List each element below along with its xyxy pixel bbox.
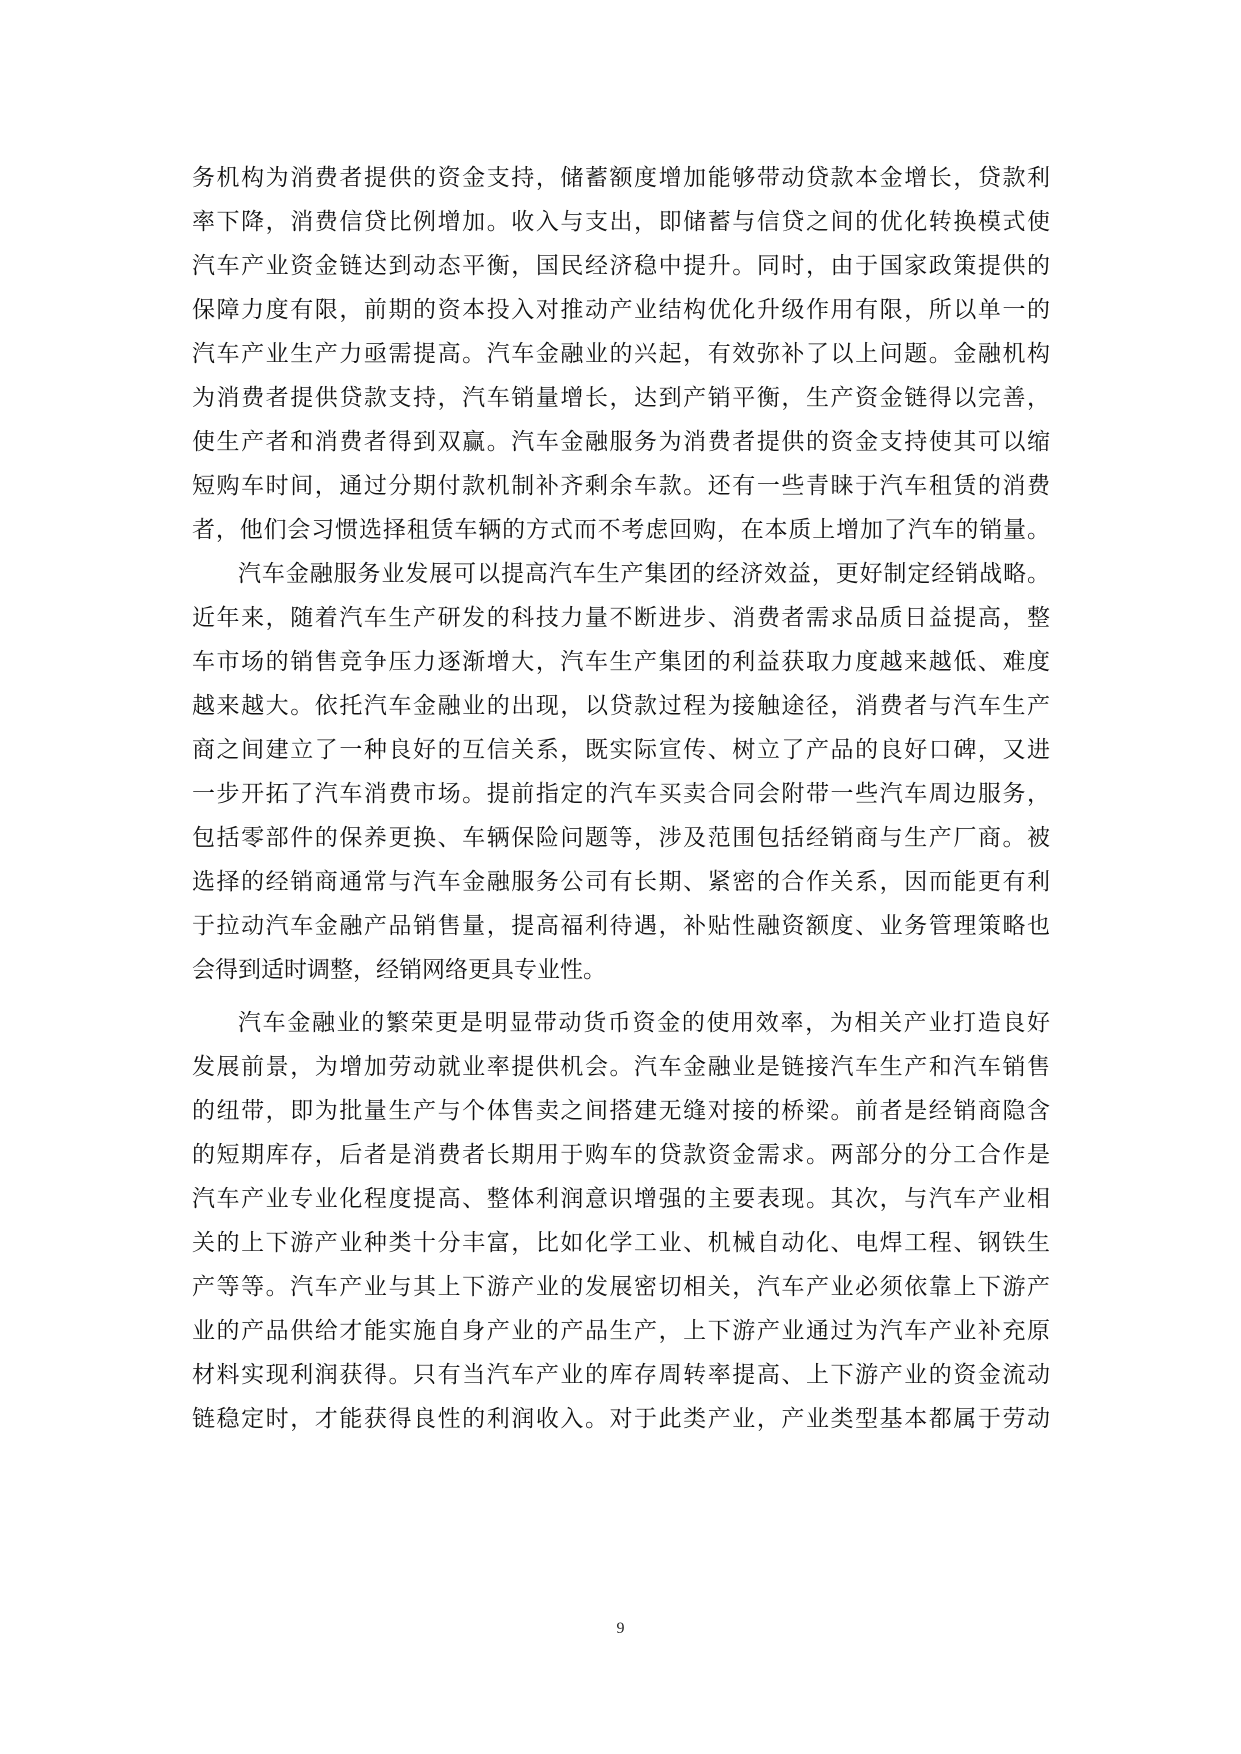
- text-line: 近年来，随着汽车生产研发的科技力量不断进步、消费者需求品质日益提高，整: [192, 605, 1050, 631]
- text-line: 一步开拓了汽车消费市场。提前指定的汽车买卖合同会附带一些汽车周边服务，: [192, 781, 1050, 807]
- text-line: 汽车产业生产力亟需提高。汽车金融业的兴起，有效弥补了以上问题。金融机构: [192, 341, 1050, 367]
- paragraph-gap: [192, 992, 1050, 1001]
- text-line: 汽车产业资金链达到动态平衡，国民经济稳中提升。同时，由于国家政策提供的: [192, 253, 1050, 279]
- text-line: 车市场的销售竞争压力逐渐增大，汽车生产集团的利益获取力度越来越低、难度: [192, 649, 1050, 675]
- text-line: 越来越大。依托汽车金融业的出现，以贷款过程为接触途径，消费者与汽车生产: [192, 693, 1050, 719]
- text-line: 商之间建立了一种良好的互信关系，既实际宣传、树立了产品的良好口碑，又进: [192, 737, 1050, 763]
- text-line: 产等等。汽车产业与其上下游产业的发展密切相关，汽车产业必须依靠上下游产: [192, 1274, 1050, 1300]
- text-line: 关的上下游产业种类十分丰富，比如化学工业、机械自动化、电焊工程、钢铁生: [192, 1230, 1050, 1256]
- text-line: 材料实现利润获得。只有当汽车产业的库存周转率提高、上下游产业的资金流动: [192, 1362, 1050, 1388]
- text-line: 于拉动汽车金融产品销售量，提高福利待遇，补贴性融资额度、业务管理策略也: [192, 913, 1050, 939]
- paragraph-3: [192, 1001, 1050, 1441]
- text-line: 汽车金融业的繁荣更是明显带动货币资金的使用效率，为相关产业打造良好: [238, 1010, 1050, 1036]
- text-line: 发展前景，为增加劳动就业率提供机会。汽车金融业是链接汽车生产和汽车销售: [192, 1054, 1050, 1080]
- paragraph-1: [192, 156, 1050, 552]
- text-line: 会得到适时调整，经销网络更具专业性。: [192, 957, 606, 983]
- text-line: 链稳定时，才能获得良性的利润收入。对于此类产业，产业类型基本都属于劳动: [192, 1406, 1050, 1432]
- page-number: 9: [616, 1620, 625, 1637]
- text-line: 务机构为消费者提供的资金支持，储蓄额度增加能够带动贷款本金增长，贷款利: [192, 165, 1050, 191]
- document-body: [192, 156, 1050, 1441]
- text-line: 包括零部件的保养更换、车辆保险问题等，涉及范围包括经销商与生产厂商。被: [192, 825, 1050, 851]
- text-line: 保障力度有限，前期的资本投入对推动产业结构优化升级作用有限，所以单一的: [192, 297, 1050, 323]
- text-line: 业的产品供给才能实施自身产业的产品生产，上下游产业通过为汽车产业补充原: [192, 1318, 1050, 1344]
- paragraph-2: [192, 552, 1050, 992]
- text-line: 者，他们会习惯选择租赁车辆的方式而不考虑回购，在本质上增加了汽车的销量。: [192, 517, 1050, 543]
- text-line: 的短期库存，后者是消费者长期用于购车的贷款资金需求。两部分的分工合作是: [192, 1142, 1050, 1168]
- text-line: 为消费者提供贷款支持，汽车销量增长，达到产销平衡，生产资金链得以完善，: [192, 385, 1050, 411]
- text-line: 使生产者和消费者得到双赢。汽车金融服务为消费者提供的资金支持使其可以缩: [192, 429, 1050, 455]
- text-line: 汽车产业专业化程度提高、整体利润意识增强的主要表现。其次，与汽车产业相: [192, 1186, 1050, 1212]
- text-line: 的纽带，即为批量生产与个体售卖之间搭建无缝对接的桥梁。前者是经销商隐含: [192, 1098, 1050, 1124]
- text-line: 短购车时间，通过分期付款机制补齐剩余车款。还有一些青睐于汽车租赁的消费: [192, 473, 1050, 499]
- text-line: 率下降，消费信贷比例增加。收入与支出，即储蓄与信贷之间的优化转换模式使: [192, 209, 1050, 235]
- text-line: 汽车金融服务业发展可以提高汽车生产集团的经济效益，更好制定经销战略。: [238, 561, 1050, 587]
- text-line: 选择的经销商通常与汽车金融服务公司有长期、紧密的合作关系，因而能更有利: [192, 869, 1050, 895]
